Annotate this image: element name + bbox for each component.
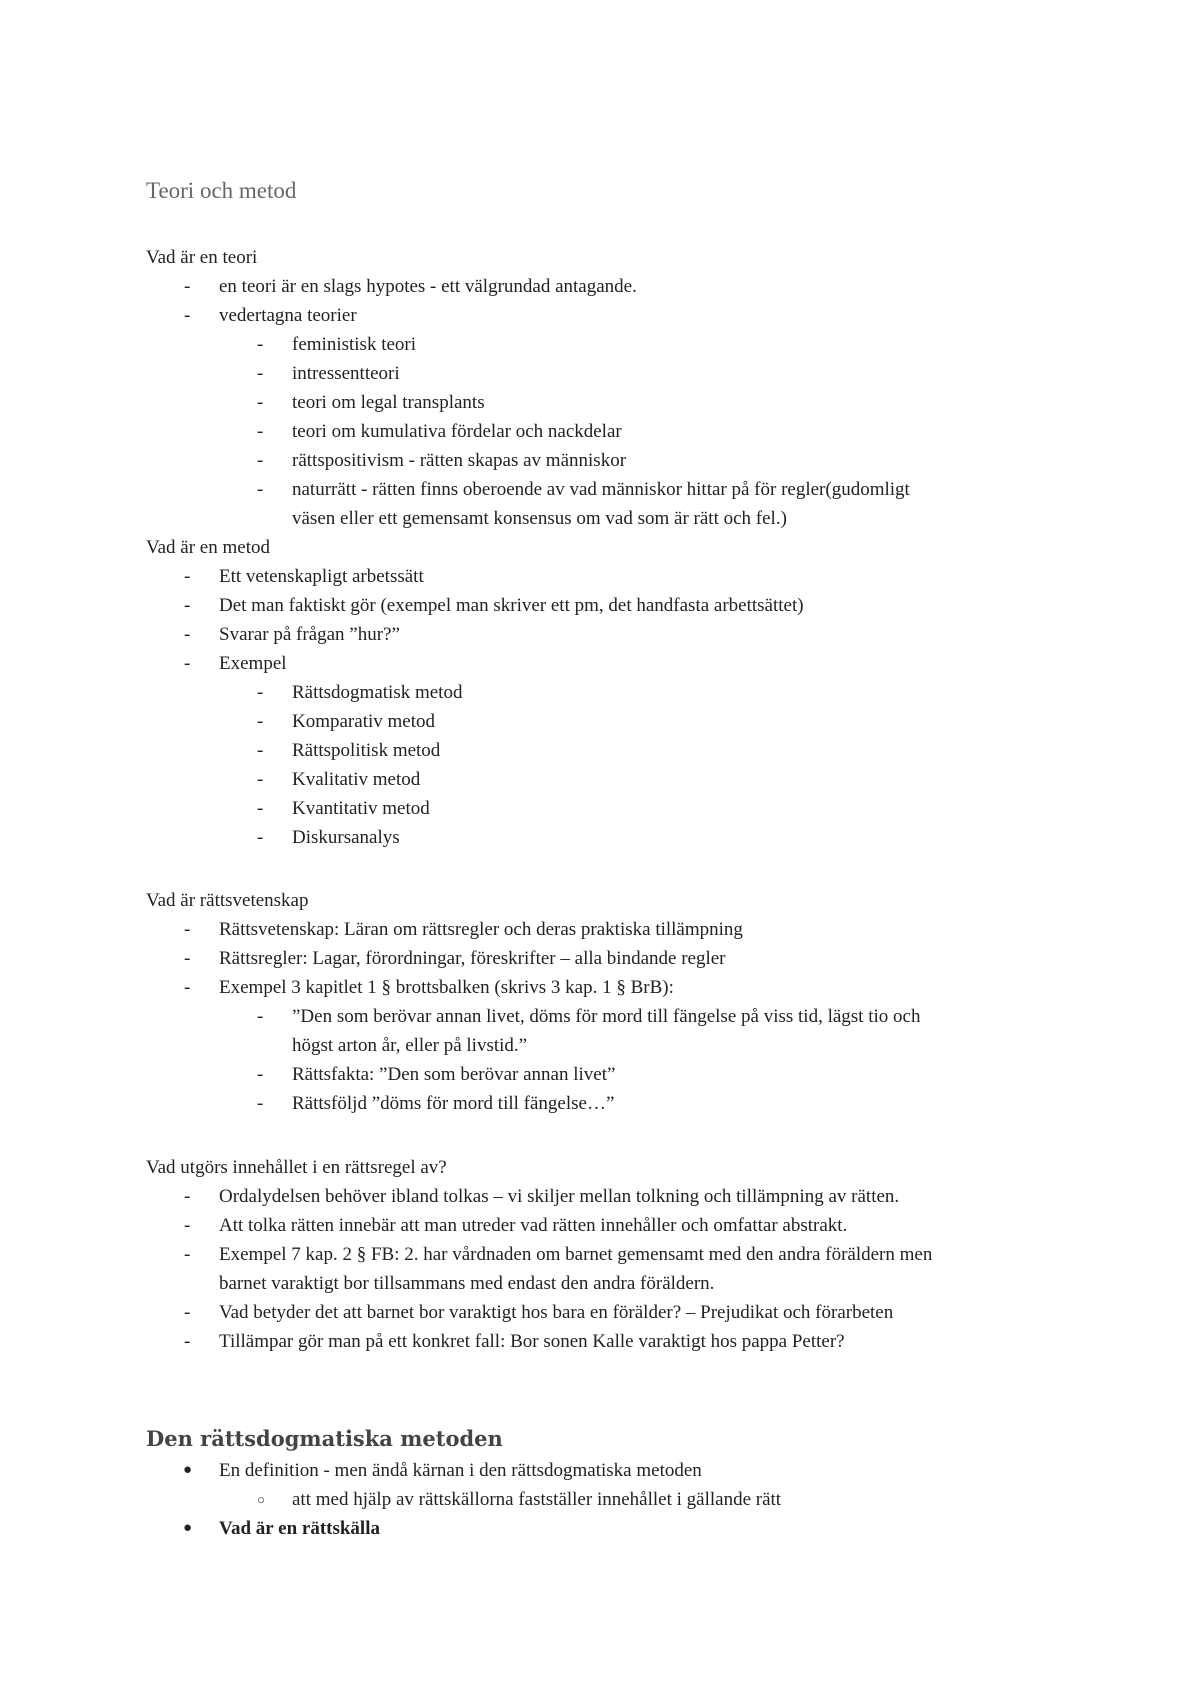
- sub-list-item: Rättsföljd ”döms för mord till fängelse…”: [292, 1093, 615, 1114]
- list-item: Vad betyder det att barnet bor varaktigt hos bara en förälder? – Prejudikat och förarbeten: [219, 1302, 894, 1323]
- sub-list-item: Rättsdogmatisk metod: [292, 682, 463, 703]
- list-item: Det man faktiskt gör (exempel man skriver ett pm, det handfasta arbettsättet): [219, 595, 804, 616]
- list-item: Rättsregler: Lagar, förordningar, föreskrifter – alla bindande regler: [219, 948, 726, 969]
- dash-marker: -: [184, 948, 191, 969]
- section-heading-vetenskap: Vad är rättsvetenskap: [146, 890, 309, 911]
- dash-marker: -: [257, 479, 264, 500]
- sub-list-item: feministisk teori: [292, 334, 417, 355]
- list-item: en teori är en slags hypotes - ett välgrundad antagande.: [219, 276, 637, 297]
- dash-marker: -: [184, 1215, 191, 1236]
- sub-list-item: Rättspolitisk metod: [292, 740, 441, 761]
- dash-marker: -: [257, 1093, 264, 1114]
- dash-marker: -: [184, 624, 191, 645]
- list-item: Exempel: [219, 653, 287, 674]
- list-item-continuation: barnet varaktigt bor tillsammans med endast den andra föräldern.: [219, 1273, 715, 1294]
- bullet-marker: ●: [183, 1520, 193, 1536]
- dash-marker: -: [184, 653, 191, 674]
- list-item: Ordalydelsen behöver ibland tolkas – vi skiljer mellan tolkning och tillämpning av rätten.: [219, 1186, 900, 1207]
- dash-marker: -: [257, 798, 264, 819]
- section-heading-metod: Vad är en metod: [146, 537, 270, 558]
- bullet-marker: ●: [183, 1462, 193, 1478]
- dash-marker: -: [184, 305, 191, 326]
- list-item: Exempel 3 kapitlet 1 § brottsbalken (skrivs 3 kap. 1 § BrB):: [219, 977, 674, 998]
- sub-list-item: Diskursanalys: [292, 827, 400, 848]
- dash-marker: -: [184, 1331, 191, 1352]
- dash-marker: -: [184, 919, 191, 940]
- sub-list-item: ”Den som berövar annan livet, döms för mord till fängelse på viss tid, lägst tio och: [292, 1006, 921, 1027]
- list-item: Ett vetenskapligt arbetssätt: [219, 566, 424, 587]
- dash-marker: -: [184, 1244, 191, 1265]
- dash-marker: -: [184, 566, 191, 587]
- list-item-bold: Vad är en rättskälla: [219, 1518, 380, 1539]
- dash-marker: -: [257, 1006, 264, 1027]
- sub-list-item: intressentteori: [292, 363, 400, 384]
- dash-marker: -: [257, 334, 264, 355]
- dash-marker: -: [257, 769, 264, 790]
- dash-marker: -: [257, 392, 264, 413]
- sub-list-item-continuation: väsen eller ett gemensamt konsensus om vad som är rätt och fel.): [292, 508, 787, 529]
- list-item: Att tolka rätten innebär att man utreder vad rätten innehåller och omfattar abstrakt.: [219, 1215, 848, 1236]
- dash-marker: -: [257, 827, 264, 848]
- dash-marker: -: [257, 711, 264, 732]
- list-item: vedertagna teorier: [219, 305, 357, 326]
- page-title: Teori och metod: [146, 178, 297, 203]
- list-item: Tillämpar gör man på ett konkret fall: Bor sonen Kalle varaktigt hos pappa Petter?: [219, 1331, 845, 1352]
- sub-list-item: Kvantitativ metod: [292, 798, 430, 819]
- list-item: Rättsvetenskap: Läran om rättsregler och deras praktiska tillämpning: [219, 919, 743, 940]
- dash-marker: -: [257, 450, 264, 471]
- list-item: En definition - men ändå kärnan i den rättsdogmatiska metoden: [219, 1460, 702, 1481]
- sub-list-item: Kvalitativ metod: [292, 769, 421, 790]
- section-heading-innehall: Vad utgörs innehållet i en rättsregel av?: [146, 1157, 447, 1178]
- sub-list-item: teori om legal transplants: [292, 392, 485, 413]
- section-heading-dogmatik: Den rättsdogmatiska metoden: [146, 1426, 503, 1451]
- sub-list-item-continuation: högst arton år, eller på livstid.”: [292, 1035, 528, 1056]
- sub-list-item: Komparativ metod: [292, 711, 435, 732]
- list-item: Exempel 7 kap. 2 § FB: 2. har vårdnaden om barnet gemensamt med den andra föräldern men: [219, 1244, 933, 1265]
- list-item: Svarar på frågan ”hur?”: [219, 624, 400, 645]
- dash-marker: -: [184, 1186, 191, 1207]
- sub-list-item: Rättsfakta: ”Den som berövar annan livet”: [292, 1064, 616, 1085]
- sub-list-item: teori om kumulativa fördelar och nackdelar: [292, 421, 622, 442]
- ring-bullet-marker: ○: [257, 1492, 265, 1507]
- dash-marker: -: [184, 595, 191, 616]
- sub-list-item: rättspositivism - rätten skapas av människor: [292, 450, 627, 471]
- dash-marker: -: [257, 740, 264, 761]
- section-heading-teori: Vad är en teori: [146, 247, 258, 268]
- dash-marker: -: [184, 1302, 191, 1323]
- dash-marker: -: [184, 977, 191, 998]
- dash-marker: -: [257, 421, 264, 442]
- dash-marker: -: [257, 682, 264, 703]
- dash-marker: -: [257, 1064, 264, 1085]
- dash-marker: -: [184, 276, 191, 297]
- sub-list-item: att med hjälp av rättskällorna fastställer innehållet i gällande rätt: [292, 1489, 782, 1510]
- dash-marker: -: [257, 363, 264, 384]
- sub-list-item: naturrätt - rätten finns oberoende av vad människor hittar på för regler(gudomligt: [292, 479, 910, 500]
